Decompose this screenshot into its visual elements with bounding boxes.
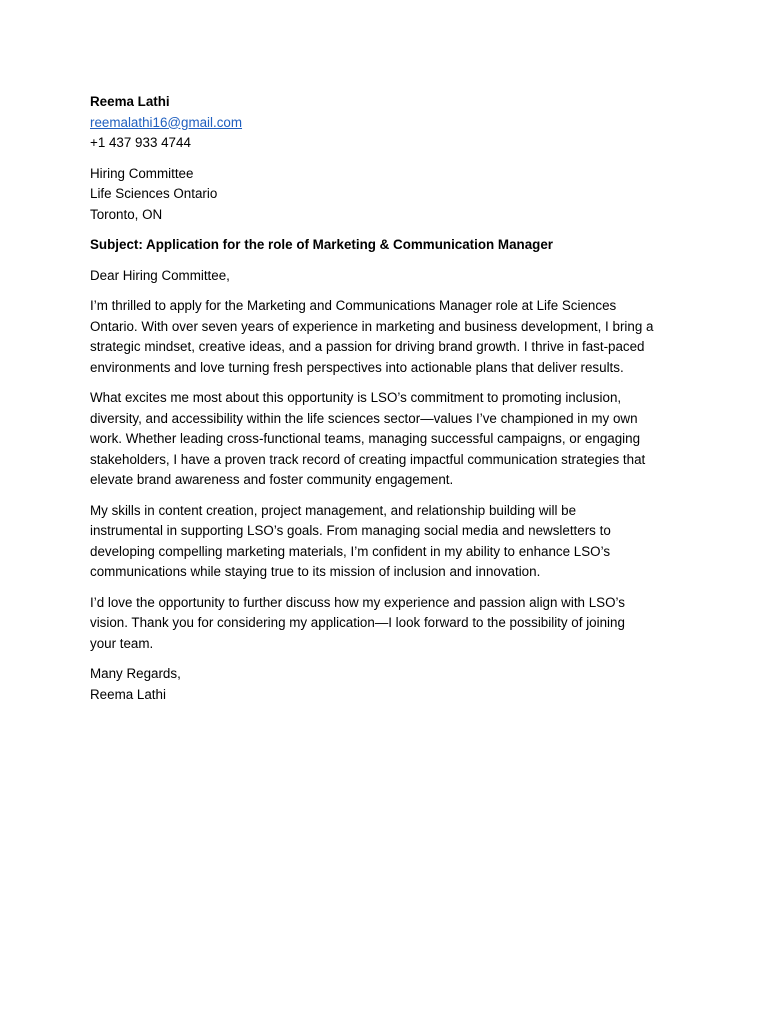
paragraph-line: diversity, and accessibility within the life sciences sector—values I’ve championed in my own — [90, 410, 638, 426]
recipient-location: Toronto, ON — [90, 206, 163, 222]
paragraph-line: work. Whether leading cross-functional teams, managing successful campaigns, or engaging — [90, 431, 641, 446]
paragraph-line: developing compelling marketing materials, I’m confident in my ability to enhance LSO’s — [90, 543, 611, 559]
sender-phone: +1 437 933 4744 — [90, 135, 191, 150]
body-paragraph-4 — [90, 593, 675, 655]
sender-block — [90, 92, 675, 154]
paragraph-line: vision. Thank you for considering my application—I look forward to the possibility of joining — [90, 615, 625, 630]
paragraph-line: My skills in content creation, project management, and relationship building will be — [90, 502, 577, 518]
paragraph-line: communications while staying true to its mission of inclusion and innovation. — [90, 564, 541, 579]
recipient-line: Hiring Committee — [90, 165, 194, 181]
subject-block — [90, 235, 675, 256]
paragraph-line: environments and love turning fresh perspectives into actionable plans that deliver results. — [90, 359, 624, 375]
salutation: Dear Hiring Committee, — [90, 267, 230, 283]
body-paragraph-3 — [90, 501, 675, 583]
closing-phrase: Many Regards, — [90, 666, 181, 681]
signature-name: Reema Lathi — [90, 686, 166, 702]
paragraph-line: I’m thrilled to apply for the Marketing and Communications Manager role at Life Sciences — [90, 298, 617, 313]
recipient-block — [90, 164, 675, 226]
paragraph-line: stakeholders, I have a proven track record of creating impactful communication strategies that — [90, 451, 646, 467]
sender-name: Reema Lathi — [90, 94, 170, 109]
paragraph-line: your team. — [90, 635, 154, 651]
closing-block — [90, 664, 675, 705]
salutation-block — [90, 266, 675, 287]
recipient-organization: Life Sciences Ontario — [90, 186, 218, 201]
sender-email-link[interactable]: reemalathi16@gmail.com — [90, 114, 243, 130]
paragraph-line: elevate brand awareness and foster community engagement. — [90, 472, 454, 487]
paragraph-line: What excites me most about this opportunity is LSO’s commitment to promoting inclusion, — [90, 390, 622, 405]
body-paragraph-1 — [90, 296, 675, 378]
letter-page — [90, 92, 675, 715]
subject-line: Subject: Application for the role of Marketing & Communication Manager — [90, 237, 554, 252]
body-paragraph-2 — [90, 388, 675, 491]
paragraph-line: Ontario. With over seven years of experience in marketing and business development, I bring a — [90, 318, 654, 334]
paragraph-line: strategic mindset, creative ideas, and a passion for driving brand growth. I thrive in fast-paced — [90, 339, 645, 354]
paragraph-line: instrumental in supporting LSO’s goals. From managing social media and newsletters to — [90, 523, 611, 538]
paragraph-line: I’d love the opportunity to further discuss how my experience and passion align with LSO’s — [90, 594, 625, 610]
